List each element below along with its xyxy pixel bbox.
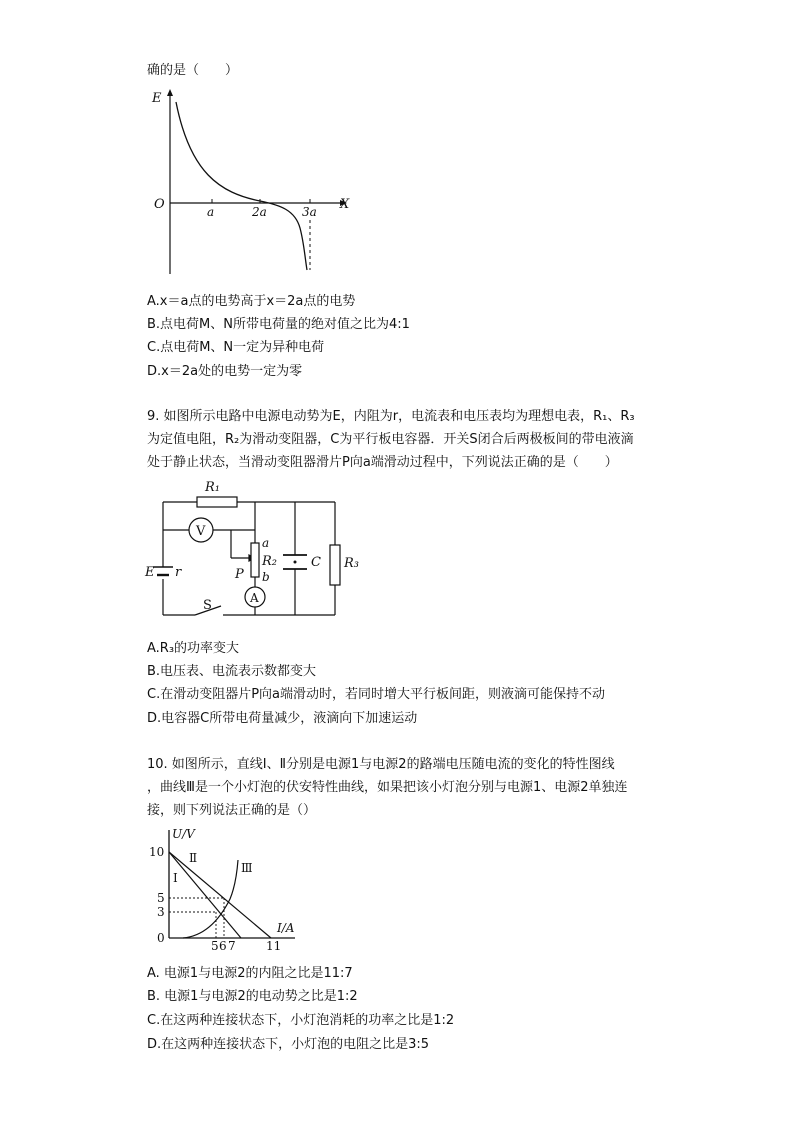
q8-option-b: B.点电荷M、N所带电荷量的绝对值之比为4:1	[147, 317, 410, 332]
switch-label: S	[203, 598, 212, 613]
r3-label: R₃	[344, 556, 359, 571]
q10-xtick-5: 5	[211, 939, 219, 953]
curve-label-ii: Ⅱ	[189, 851, 198, 865]
q8-option-d: D.x＝2a处的电势一定为零	[147, 364, 303, 379]
q10-option-a: A. 电源1与电源2的内阻之比是11:7	[147, 966, 353, 981]
q9-stem	[147, 405, 647, 474]
q8-option-c: C.点电荷M、N一定为异种电荷	[147, 340, 325, 355]
q8-option-a: A.x＝a点的电势高于x＝2a点的电势	[147, 294, 356, 309]
q9-circuit	[145, 475, 360, 625]
q10-xtick-6: 6	[219, 939, 227, 953]
q10-ytick-10: 10	[149, 845, 165, 859]
curve-label-i: Ⅰ	[173, 871, 178, 885]
end-a-label: a	[262, 536, 270, 550]
q10-option-b: B. 电源1与电源2的电动势之比是1:2	[147, 989, 358, 1004]
q9-stem-line: 处于静止状态，当滑动变阻器滑片P向a端滑动过程中，下列说法正确的是（ ）	[147, 455, 618, 470]
q10-ytick-5: 5	[157, 891, 165, 905]
end-b-label: b	[262, 570, 270, 584]
q10-stem-line: 10. 如图所示，直线Ⅰ、Ⅱ分别是电源1与电源2的路端电压随电流的变化的特性图线	[147, 757, 615, 772]
ammeter-label: A	[250, 591, 259, 605]
q8-y-label: E	[152, 91, 162, 106]
q9-stem-line: 9. 如图所示电路中电源电动势为E，内阻为r，电流表和电压表均为理想电表，R₁、R₃	[147, 409, 635, 424]
q9-option-a: A.R₃的功率变大	[147, 641, 240, 656]
q10-ytick-0: 0	[157, 931, 165, 945]
q8-origin: O	[154, 197, 165, 212]
q10-xtick-11: 11	[266, 939, 282, 953]
q9-option-b: B.电压表、电流表示数都变大	[147, 664, 317, 679]
cap-label: C	[311, 555, 321, 570]
slider-label: P	[235, 567, 244, 582]
internal-label: r	[175, 565, 182, 580]
voltmeter-label: V	[196, 524, 206, 539]
q10-x-label: I/A	[277, 921, 295, 935]
q8-graph	[150, 88, 360, 280]
source-label: E	[145, 565, 155, 580]
q9-option-c: C.在滑动变阻器片P向a端滑动时，若同时增大平行板间距，则液滴可能保持不动	[147, 687, 606, 702]
q9-option-d: D.电容器C所带电荷量减少，液滴向下加速运动	[147, 711, 418, 726]
q10-xtick-7: 7	[228, 939, 236, 953]
r1-label: R₁	[205, 480, 220, 495]
q10-stem	[147, 753, 647, 822]
curve-label-iii: Ⅲ	[241, 861, 253, 875]
q10-graph	[145, 826, 305, 954]
r2-label: R₂	[262, 554, 277, 569]
q8-tick-2a: 2a	[252, 205, 267, 219]
q9-stem-line: 为定值电阻，R₂为滑动变阻器，C为平行板电容器．开关S闭合后两极板间的带电液滴	[147, 432, 634, 447]
q10-option-d: D.在这两种连接状态下，小灯泡的电阻之比是3:5	[147, 1037, 430, 1052]
q10-stem-line: 接，则下列说法正确的是（）	[147, 803, 317, 818]
q10-y-label: U/V	[172, 827, 195, 841]
q8-tick-a: a	[207, 205, 215, 219]
q8-tick-3a: 3a	[302, 205, 317, 219]
q10-stem-line: ，曲线Ⅲ是一个小灯泡的伏安特性曲线，如果把该小灯泡分别与电源1、电源2单独连	[147, 780, 628, 795]
q10-ytick-3: 3	[157, 905, 165, 919]
q8-stem-tail: 确的是（ ）	[147, 63, 239, 78]
q10-option-c: C.在这两种连接状态下，小灯泡消耗的功率之比是1:2	[147, 1013, 455, 1028]
q8-x-label: X	[340, 197, 350, 212]
